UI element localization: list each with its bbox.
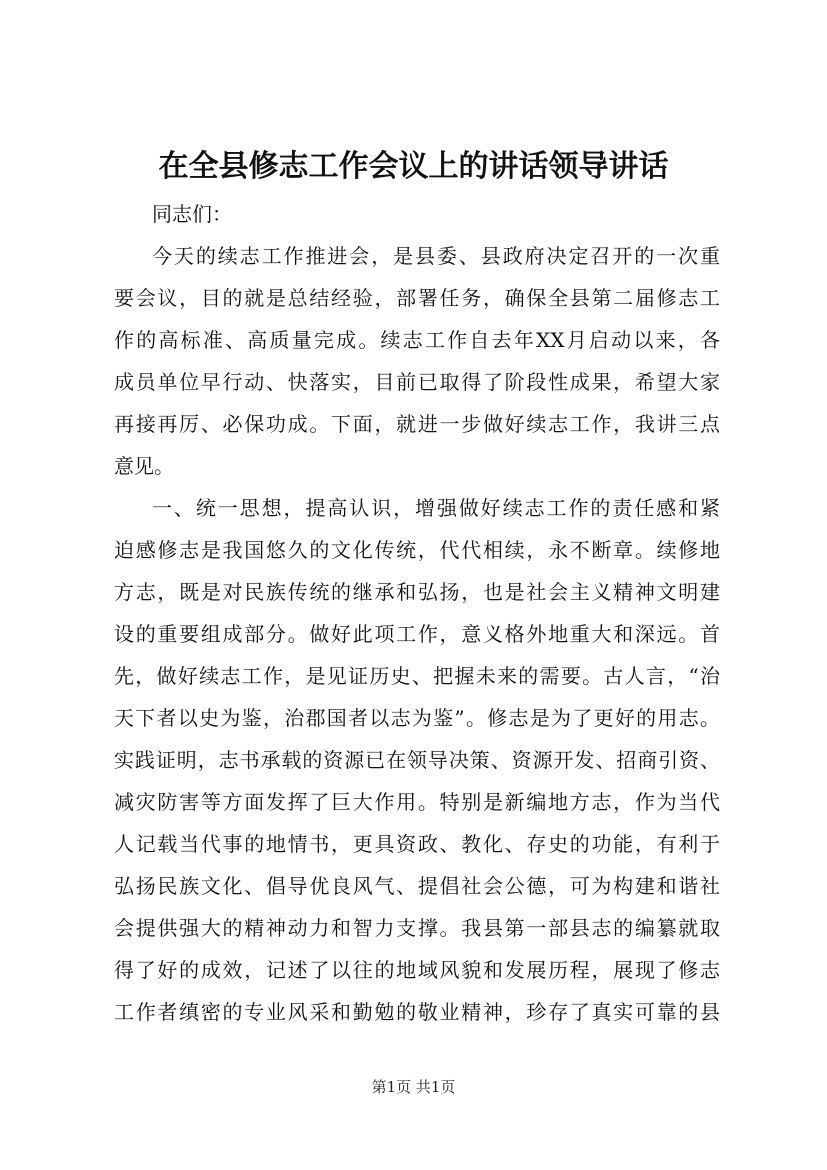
paragraph-1 [114,235,720,487]
greeting-line: 同志们： [152,202,232,226]
paragraph-line: 天下者以史为鉴，治郡国者以志为鉴”。修志是为了更好的用志。 [114,706,720,730]
paragraph-line: 意见。 [114,454,174,478]
paragraph-line: 方志，既是对民族传统的继承和弘扬，也是社会主义精神文明建 [114,580,720,604]
paragraph-line: 实践证明，志书承载的资源已在领导决策、资源开发、招商引资、 [114,748,720,772]
paragraph-line: 再接再厉、必保功成。下面，就进一步做好续志工作，我讲三点 [114,412,720,436]
paragraph-line: 作的高标准、高质量完成。续志工作自去年XX月启动以来，各 [114,328,720,352]
paragraph-line: 一、统一思想，提高认识，增强做好续志工作的责任感和紧 [152,496,720,520]
paragraph-line: 减灾防害等方面发挥了巨大作用。特别是新编地方志，作为当代 [114,790,720,814]
paragraph-line: 弘扬民族文化、倡导优良风气、提倡社会公德，可为构建和谐社 [114,874,720,898]
paragraph-line: 今天的续志工作推进会，是县委、县政府决定召开的一次重 [152,244,720,268]
paragraph-line: 工作者缜密的专业风采和勤勉的敬业精神，珍存了真实可靠的县 [114,1000,720,1024]
paragraph-line: 会提供强大的精神动力和智力支撑。我县第一部县志的编纂就取 [114,916,720,940]
document-title: 在全县修志工作会议上的讲话领导讲话 [158,149,669,184]
paragraph-line: 设的重要组成部分。做好此项工作，意义格外地重大和深远。首 [114,622,720,646]
paragraph-2 [114,487,720,1033]
paragraph-line: 得了好的成效，记述了以往的地域风貌和发展历程，展现了修志 [114,958,720,982]
paragraph-line: 要会议，目的就是总结经验，部署任务，确保全县第二届修志工 [114,286,720,310]
paragraph-line: 迫感修志是我国悠久的文化传统，代代相续，永不断章。续修地 [114,538,720,562]
paragraph-line: 人记载当代事的地情书，更具资政、教化、存史的功能，有利于 [114,832,720,856]
paragraph-line: 先，做好续志工作，是见证历史、把握未来的需要。古人言，“治 [114,664,720,688]
paragraph-line: 成员单位早行动、快落实，目前已取得了阶段性成果，希望大家 [114,370,720,394]
page-footer: 第1页 共1页 [371,1078,456,1096]
